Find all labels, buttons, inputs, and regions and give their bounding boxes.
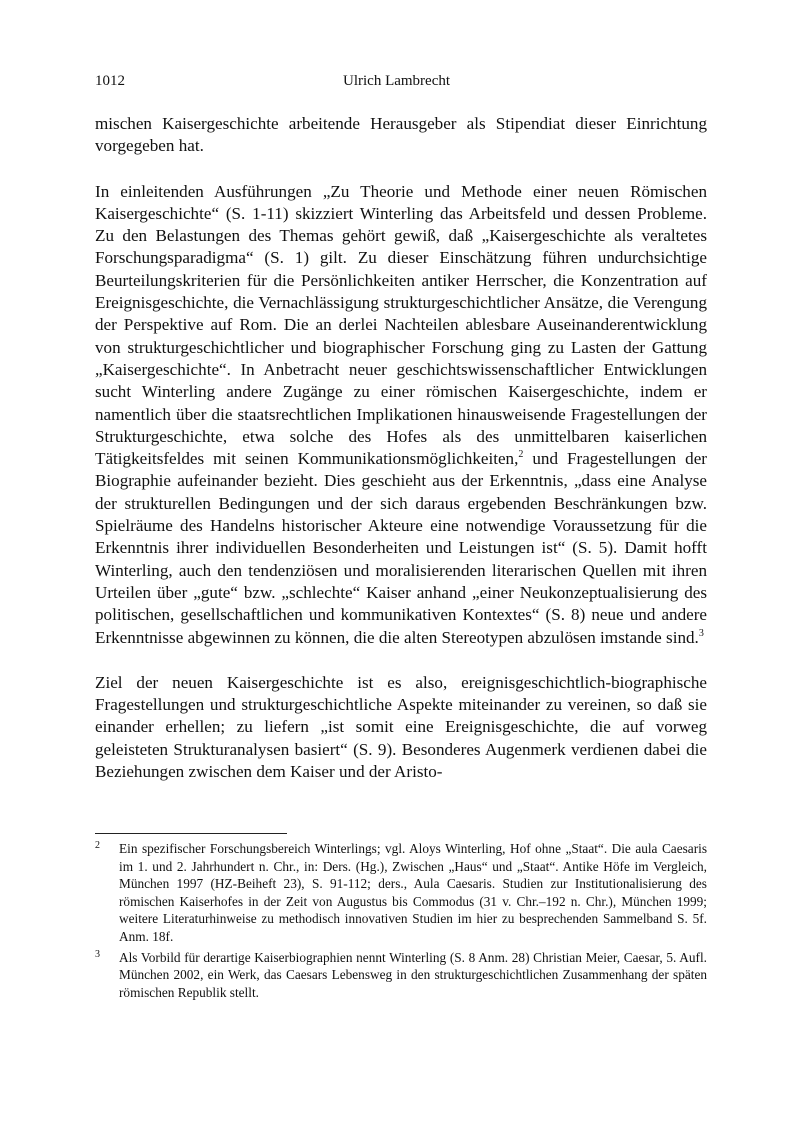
main-text: [95, 113, 707, 783]
paragraph-goal: Ziel der neuen Kaisergeschichte ist es also, ereignisgeschichtlich-biographische Fragestellungen und strukturgeschichtliche Aspekte miteinander zu vereinen, so daß sie einander erhellen; zu liefern „ist somit eine Ereignisgeschichte, die auf vorweg geleisteten Strukturanalysen basiert“ (S. 9). Besonderes Augenmerk verdienen dabei die Beziehungen zwischen dem Kaiser und der Aristo-: [95, 672, 707, 782]
footnote-text: Als Vorbild für derartige Kaiserbiographien nennt Winterling (S. 8 Anm. 28) Christian Meier, Caesar, 5. Aufl. München 2002, ein Werk, das Caesars Lebensweg in den strukturgeschichtlichen Zusammenhang der späten römischen Republik stellt.: [119, 949, 707, 1000]
footnote-number: 3: [95, 948, 100, 960]
running-head-author: Ulrich Lambrecht: [343, 73, 451, 89]
page-number: 1012: [95, 73, 125, 89]
paragraph-text: In einleitenden Ausführungen „Zu Theorie und Methode einer neuen Römischen Kaisergeschichte“ (S. 1-11) skizziert Winterling das Arbeitsfeld und dessen Probleme. Zu den Belastungen des Themas gehört gewiß, daß „Kaisergeschichte als veraltetes Forschungsparadigma“ (S. 1) gilt. Zu dieser Einschätzung führen undurchsichtige Beurteilungskriterien für die Persönlichkeiten antiker Herrscher, die Konzentration auf Ereignisgeschichte, die Vernachlässigung strukturgeschichtlicher Ansätze, die Verengung der Perspektive auf Rom. Die an derlei Nachteilen ablesbare Auseinanderentwicklung von strukturgeschichtlicher und biographischer Forschung ging zu Lasten der Gattung „Kaisergeschichte“. In Anbetracht neuer geschichtswissenschaftlicher Entwicklungen sucht Winterling andere Zugänge zu einer römischen Kaisergeschichte, indem er namentlich über die staatsrechtlichen Implikationen hinausweisende Fragestellungen der Strukturgeschichte, etwa solche des Hofes als des unmittelbaren kaiserlichen Tätigkeitsfeldes mit seinen Kommunikationsmöglichkeiten,: [95, 181, 707, 469]
footnote-ref-3: 3: [698, 627, 704, 639]
footnote-ref-2: 2: [518, 449, 524, 461]
running-header: [95, 73, 707, 97]
footnote: [95, 949, 707, 1002]
paragraph-introduction: [95, 181, 707, 649]
paragraph-text: und Fragestellungen der Biographie aufeinander bezieht. Dies geschieht aus der Erkenntnis, „dass eine Analyse der strukturellen Bedingungen und der sich daraus ergebenden Beschränkungen bzw. Spielräume des Handelns historischer Akteure eine notwendige Voraussetzung für die Erkenntnis ihrer individuellen Besonderheiten und Leistungen ist“ (S. 5). Damit hofft Winterling, auch den tendenziösen und moralisierenden literarischen Quellen mit ihren Urteilen über „gute“ bzw. „schlechte“ Kaiser anhand „einer Neukonzeptualisierung des politischen, gesellschaftlichen und kommunikativen Kontextes“ (S. 8) neue und andere Erkenntnisse abgewinnen zu können, die die alten Stereotypen abzulösen imstande sind.: [95, 449, 707, 647]
footnote-separator: [95, 833, 287, 834]
footnote-number: 2: [95, 840, 100, 851]
paragraph-continuation: mischen Kaisergeschichte arbeitende Herausgeber als Stipendiat dieser Einrichtung vorgegeben hat.: [95, 114, 707, 156]
footnote-text: Ein spezifischer Forschungsbereich Winterlings; vgl. Aloys Winterling, Hof ohne „Staat“. Die aula Caesaris im 1. und 2. Jahrhundert n. Chr., in: Ders. (Hg.), Zwischen „Haus“ und „Staat“. Antike Höfe im Vergleich, München 1997 (HZ-Beiheft 23), S. 91-112; ders., Aula Caesaris. Studien zur Institutionalisierung des römischen Kaiserhofes in der Zeit von Augustus bis Commodus (31 v. Chr.–192 n. Chr.), München 1999; weitere Literaturhinweise zu methodisch innovativen Studien im hier zu besprechenden Sammelband S. 5f. Anm. 18f.: [119, 841, 707, 944]
footnote: [95, 840, 707, 946]
footnotes: [95, 840, 707, 1004]
